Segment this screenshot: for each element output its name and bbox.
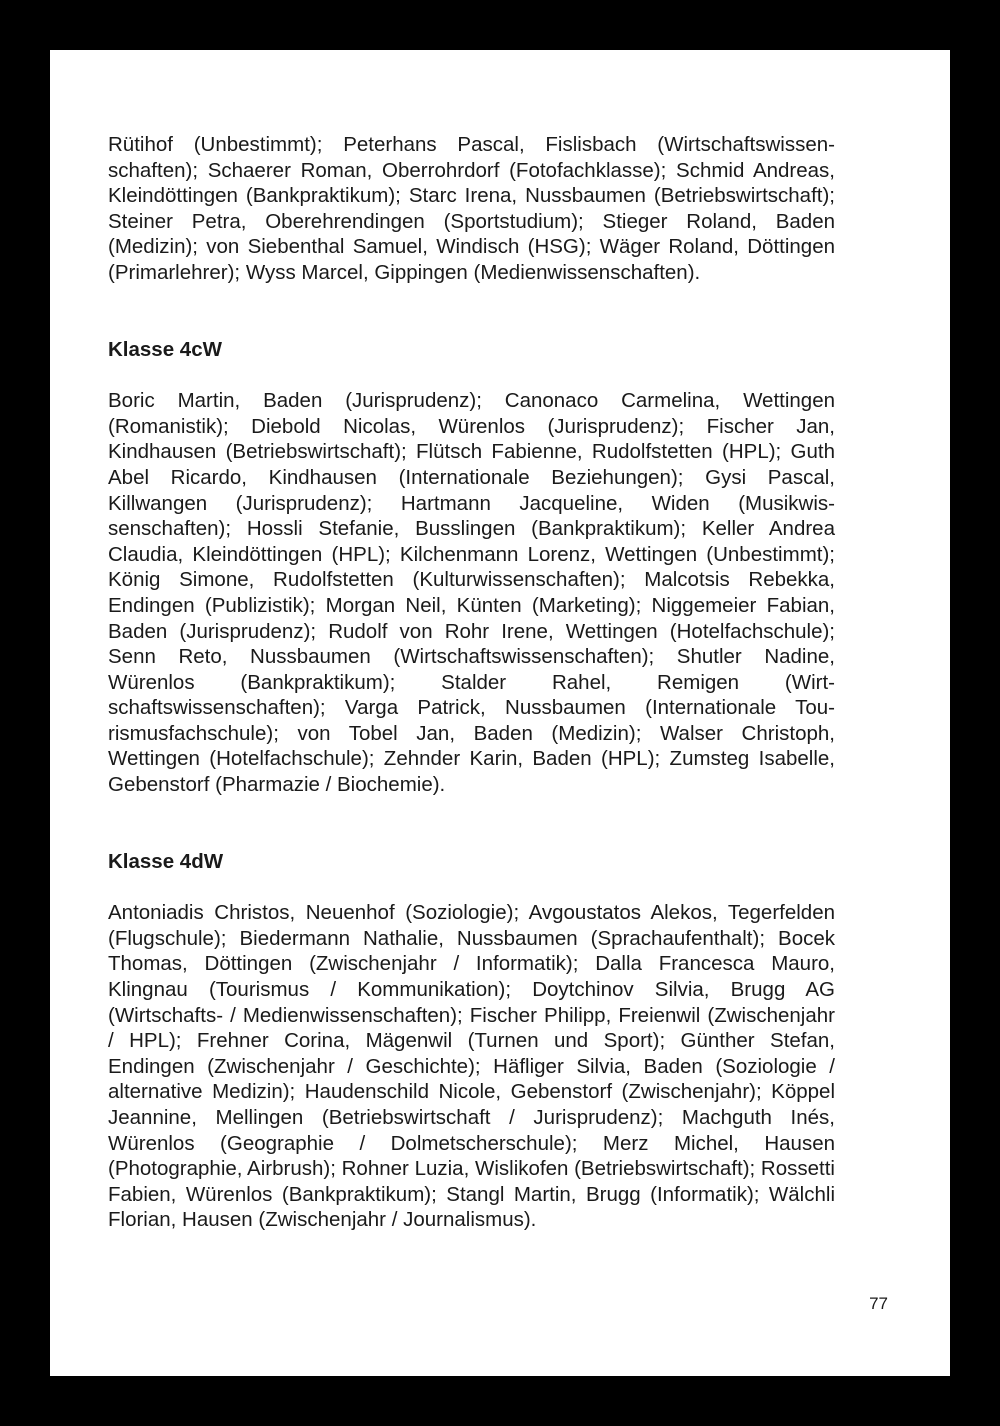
section-text-4cw: Boric Martin, Baden (Jurisprudenz); Canonaco Carmelina, Wettingen (Romanistik); Diebold Nicolas, Würenlos (Jurisprudenz); Fischer Jan, Kindhausen (Betriebswirtschaft); Flütsch Fabienne, Rudolfstetten (HPL); Guth Abel Ricardo, Kindhausen (Internationale Beziehungen); Gysi Pascal, Killwangen (Jurisprudenz); Hartmann Jacqueline, Widen (Musikwissenschaften); Hossli Stefanie, Busslingen (Bankpraktikum); Keller Andrea Claudia, Kleindöttingen (HPL); Kilchenmann Lorenz, Wettingen (Unbestimmt); König Simone, Rudolfstetten (Kulturwissenschaften); Malcotsis Rebekka, Endingen (Publizistik); Morgan Neil, Künten (Marketing); Niggemeier Fabian, Baden (Jurisprudenz); Rudolf von Rohr Irene, Wettingen (Hotelfachschule); Senn Reto, Nussbaumen (Wirtschaftswissenschaften); Shutler Nadine, Würenlos (Bankpraktikum); Stalder Rahel, Remigen (Wirtschaftswissenschaften); Varga Patrick, Nussbaumen (Internationale Tourismusfachschule); von Tobel Jan, Baden (Medizin); Walser Christoph, Wettingen (Hotelfachschule); Zehnder Karin, Baden (HPL); Zumsteg Isabelle, Gebenstorf (Pharmazie / Biochemie). xyxy=(108,389,835,797)
page-number: 77 xyxy=(869,1294,888,1313)
document-page xyxy=(50,50,950,1376)
page-content xyxy=(108,132,835,1233)
section-text-4dw: Antoniadis Christos, Neuenhof (Soziologie); Avgoustatos Alekos, Tegerfelden (Flugschule); Biedermann Nathalie, Nussbaumen (Sprachaufenthalt); Bocek Thomas, Döttingen (Zwischenjahr / Informatik); Dalla Francesca Mauro, Klingnau (Tourismus / Kommunikation); Doytchinov Silvia, Brugg AG (Wirtschafts- / Medienwissenschaften); Fischer Philipp, Freienwil (Zwischenjahr / HPL); Frehner Corina, Mägenwil (Turnen und Sport); Günther Stefan, Endingen (Zwischenjahr / Geschichte); Häfliger Silvia, Baden (Soziologie / alternative Medizin); Haudenschild Nicole, Gebenstorf (Zwischenjahr); Köppel Jeannine, Mellingen (Betriebswirtschaft / Jurisprudenz); Machguth Inés, Würenlos (Geographie / Dolmetscherschule); Merz Michel, Hausen (Photographie, Airbrush); Rohner Luzia, Wislikofen (Betriebswirtschaft); Rossetti Fabien, Würenlos (Bankpraktikum); Stangl Martin, Brugg (Informatik); Wälchli Florian, Hausen (Zwischenjahr / Journalismus). xyxy=(108,901,835,1232)
section-heading-4dw: Klasse 4dW xyxy=(108,849,224,873)
section-heading-4cw: Klasse 4cW xyxy=(108,337,222,361)
intro-paragraph: Rütihof (Unbestimmt); Peterhans Pascal, Fislisbach (Wirtschaftswissenschaften); Schaerer Roman, Oberrohrdorf (Fotofachklasse); Schmid Andreas, Kleindöttingen (Bankpraktikum); Starc Irena, Nussbaumen (Betriebswirtschaft); Steiner Petra, Oberehrendingen (Sportstudium); Stieger Roland, Baden (Medizin); von Siebenthal Samuel, Windisch (HSG); Wäger Roland, Döttingen (Primarlehrer); Wyss Marcel, Gippingen (Medienwissenschaften). xyxy=(108,133,835,284)
